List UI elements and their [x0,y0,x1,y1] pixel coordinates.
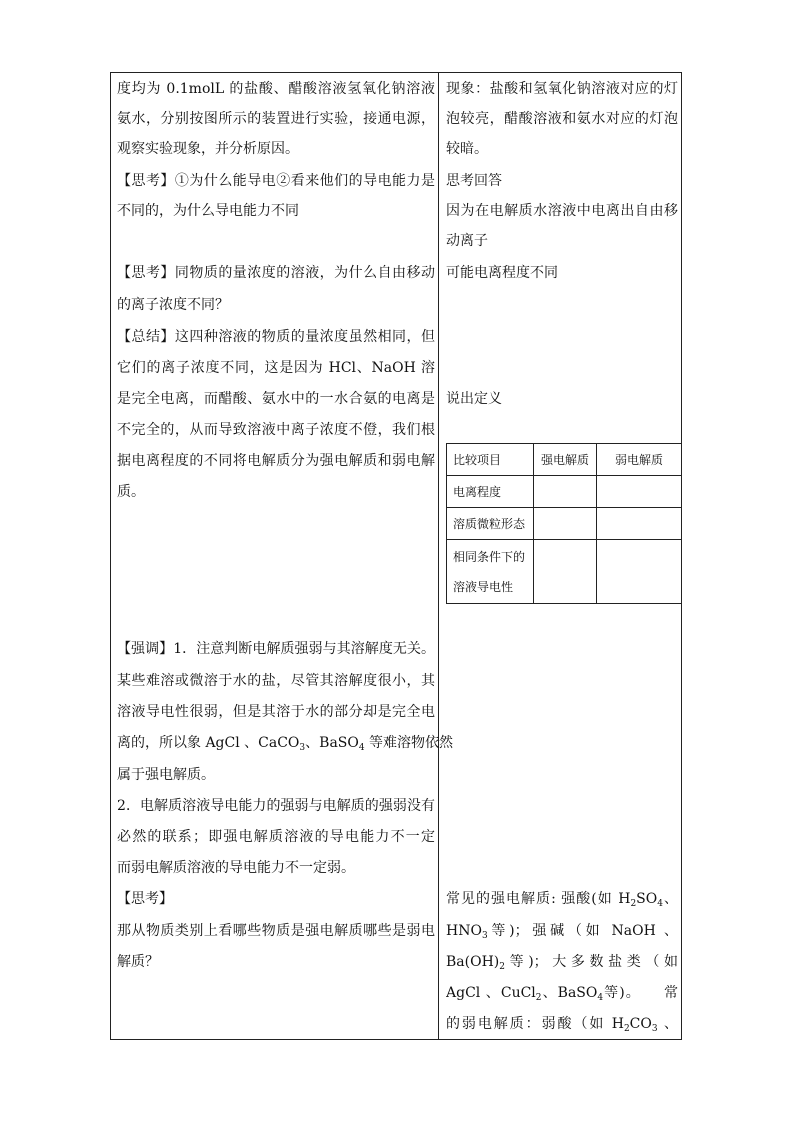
text-line: 不同的，为什么导电能力不同 [117,203,299,219]
text-line: 而弱电解质溶液的导电能力不一定弱。 [117,860,355,876]
table-cell [534,540,597,604]
text-line: 那从物质类别上看哪些物质是强电解质哪些是弱电 [117,923,435,939]
text-line: 的弱电解质：弱酸（如 $H_2CO_3$ 、 [446,1016,678,1034]
text-line: 属于强电解质。 [117,767,215,783]
text-line: 可能电离程度不同 [446,265,558,281]
text-line: 2．电解质溶液导电能力的强弱与电解质的强弱没有 [117,798,435,814]
text-line: 现象：盐酸和氢氧化钠溶液对应的灯 [446,81,678,97]
text-line: 离的，所以象 AgCl 、CaCO$_3$、BaSO$_4$ 等难溶物依然 [117,735,454,753]
text-line: 【总结】这四种溶液的物质的量浓度虽然相同，但 [117,329,435,345]
text-line: 不完全的，从而导致溶液中离子浓度不僜，我们根 [117,422,435,438]
text-line: 说出定义 [446,391,502,407]
text-line: 【思考】同物质的量浓度的溶液，为什么自由移动 [117,265,435,281]
table-row-label: 溶质微粒形态 [447,508,534,540]
text-line: 度均为 0.1molL 的盐酸、醋酸溶液氢氧化钠溶液 [117,81,435,97]
text-line: 溶液导电性很弱，但是其溶于水的部分却是完全电 [117,704,435,720]
text-line: 据电离程度的不同将电解质分为强电解质和弱电解 [117,453,435,469]
text-line: 因为在电解质水溶液中电离出自由移 [446,203,678,219]
text-line: 思考回答 [446,173,502,189]
table-row-label: 相同条件下的 溶液导电性 [447,540,534,604]
text-line: 观察实验现象，并分析原因。 [117,141,299,157]
text-line: 较暗。 [446,141,488,157]
table-row-label: 电离程度 [447,476,534,508]
text-line: 解质？ [117,954,159,970]
table-cell [534,476,597,508]
column-divider [438,72,439,1040]
text-line: 某些难溶或微溶于水的盐，尽管其溶解度很小，其 [117,673,435,689]
text-line: 必然的联系；即强电解质溶液的导电能力不一定 [117,829,435,845]
text-line: $Ba(OH)_2$等)；大多数盐类（如 [446,954,678,972]
table-header-cell: 弱电解质 [597,444,682,476]
table-row [447,508,682,540]
text-line: 常见的强电解质: 强酸(如 $H_2SO_4$、 [446,891,678,909]
table-row [447,540,682,604]
text-line: 的离子浓度不同？ [117,297,229,313]
table-cell [534,508,597,540]
text-line: 【思考】①为什么能导电②看来他们的导电能力是 [117,173,435,189]
electrolyte-comparison-table [446,443,682,604]
text-line: 氨水，分别按图所示的装置进行实验，接通电源， [117,111,435,127]
table-cell [597,540,682,604]
text-line: 质。 [117,484,145,500]
table-header-cell: 比较项目 [447,444,534,476]
table-row [447,444,682,476]
text-line: 它们的离子浓度不同，这是因为 HCl、NaOH 溶 [117,360,435,376]
table-cell [597,476,682,508]
text-line: 泡较亮，醋酸溶液和氨水对应的灯泡 [446,111,678,127]
table-cell [597,508,682,540]
table-header-cell: 强电解质 [534,444,597,476]
table-row [447,476,682,508]
text-line: $HNO_3$等)；强碱（如 NaOH 、 [446,923,678,941]
text-line: 【思考】 [117,891,173,907]
text-line: 是完全电离，而醋酸、氨水中的一水合氨的电离是 [117,391,435,407]
text-line: 【强调】1．注意判断电解质强弱与其溶解度无关。 [117,641,435,657]
text-line: AgCl 、CuCl$_2$、BaSO$_4$等)。 常 [446,985,678,1003]
text-line: 动离子 [446,233,488,249]
